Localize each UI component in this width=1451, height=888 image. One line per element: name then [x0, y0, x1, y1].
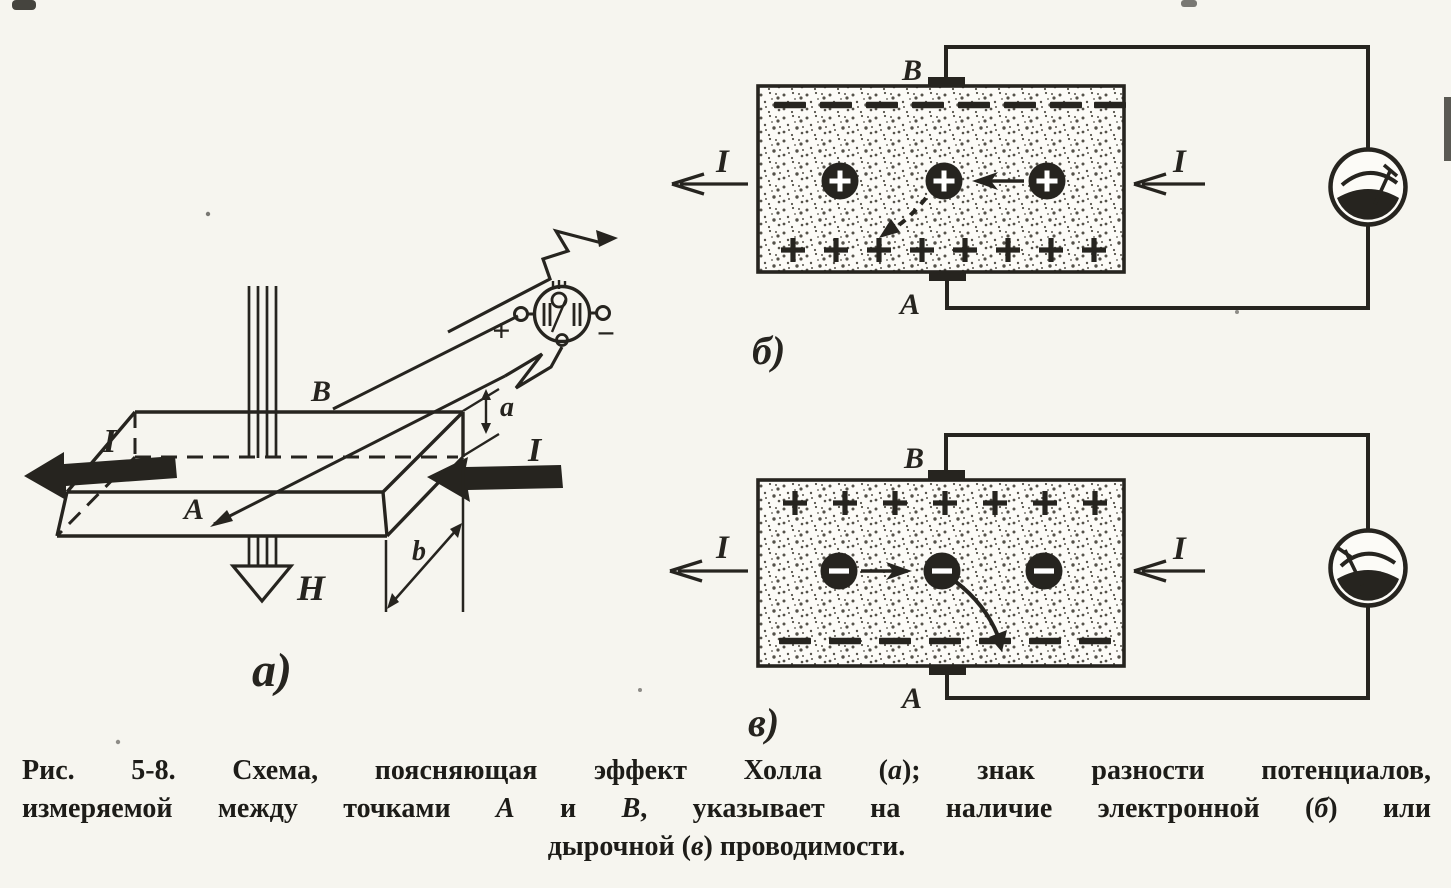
current-I-left-label-v: I [716, 530, 729, 566]
current-arrow-left-v [670, 561, 748, 581]
current-I-right-label-v: I [1173, 531, 1186, 567]
point-A-label-b: A [900, 288, 921, 321]
contact-B [928, 77, 965, 87]
dimension-a [463, 389, 499, 456]
magnetic-field-H-arrowhead [233, 566, 291, 601]
panel-v-label: в) [748, 700, 780, 745]
galvanometer-v [1331, 531, 1406, 606]
figure-caption [22, 752, 1431, 866]
current-arrow-left-b [672, 174, 748, 194]
lightning-bolt-lower [505, 347, 562, 388]
scan-artifact [12, 0, 1451, 744]
panel-electron-sample [670, 435, 1406, 745]
caption-line-2: измеряемой между точками А и В, указывает на наличие электронной (б) или [22, 793, 1431, 824]
terminal-plus [515, 308, 528, 321]
wire-A-arrowhead [210, 510, 233, 527]
contact-B [928, 470, 965, 480]
contact-A [929, 665, 966, 675]
point-A-label: A [184, 493, 205, 526]
panel-hole-sample [672, 47, 1406, 373]
caption-line-3: дырочной (в) проводимости. [547, 831, 906, 862]
panel-b-label: б) [752, 328, 786, 373]
galvanometer-b [1331, 150, 1406, 225]
magnetic-field-lines [249, 286, 276, 568]
point-B-label-b: B [902, 54, 923, 87]
current-I-right-label-b: I [1173, 144, 1186, 180]
current-arrow-right-v [1134, 561, 1205, 581]
point-B-label: B [311, 375, 332, 408]
contact-A [929, 271, 966, 281]
field-H-label: H [297, 568, 326, 608]
dim-a-label: a [500, 392, 514, 423]
current-I-left-label-b: I [716, 144, 729, 180]
panel-a-label: а) [252, 644, 292, 697]
dim-b-label: b [412, 536, 426, 567]
point-B-label-v: B [904, 442, 925, 475]
current-arrow-right-thick [427, 457, 563, 502]
current-I-left-label: I [103, 423, 117, 460]
instrument-minus-label: − [596, 315, 616, 351]
instrument-plus-label: + [492, 312, 511, 348]
caption-line-1: Рис. 5-8. Схема, поясняющая эффект Холла (а); знак разности потенциалов, [22, 755, 1431, 786]
current-I-right-label: I [528, 432, 542, 469]
panel-hall-3d [24, 230, 618, 697]
current-arrow-right-b [1134, 174, 1205, 194]
point-A-label-v: A [902, 682, 923, 715]
